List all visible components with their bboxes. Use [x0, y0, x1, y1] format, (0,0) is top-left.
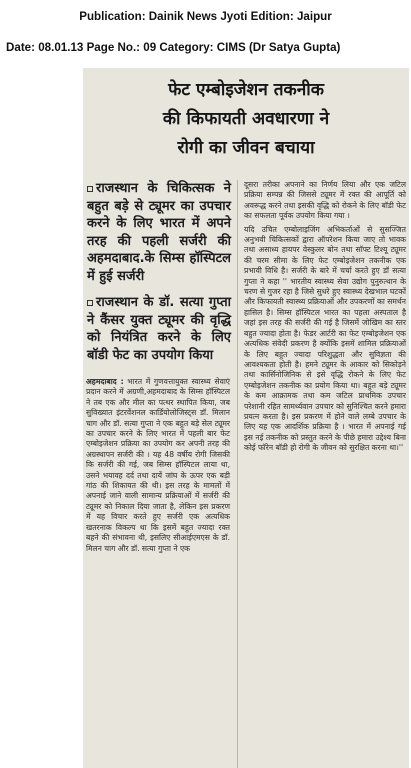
highlight-text: राजस्थान के चिकित्सक ने बहुत बड़े से ट्यूमर का उपचार करने के लिए भारत में अपने तरह की पहली सर्जरी की अहमदाबाद.के सिम्स हॉस्पिटल में हुई सर्जरी	[87, 181, 231, 284]
left-column	[83, 180, 233, 554]
bullet-square-icon	[87, 186, 93, 192]
right-body	[241, 180, 409, 454]
date: Date: 08.01.13	[6, 41, 84, 54]
headline-line: की किफायती अवधारणा ने	[162, 109, 330, 129]
dateline: अहमदाबाद :	[86, 377, 124, 386]
headline-line: रोगी का जीवन बचाया	[177, 138, 315, 158]
publication-edition: Publication: Dainik News Jyoti Edition: Jaipur	[79, 10, 332, 23]
newspaper-clipping	[83, 68, 409, 768]
paragraph: दूसरा तरीका अपनाने का निर्णय लिया और एक जटिल प्रक्रिया सम्पन्न की जिससे ट्यूमर में रक्त की आपूर्ति को अवरूद्ध करने तथा इसकी वृद्धि को रोकने के लिए बॉडी फेट का सफलता पूर्वक उपयोग किया गया ।	[244, 180, 406, 221]
headline-line: फेट एम्बोइजेशन तकनीक	[168, 80, 324, 100]
column-divider	[237, 180, 238, 768]
date-page-category	[6, 41, 408, 54]
paragraph: यदि उचित एम्बोलाइजिंग अभिकर्ताओं से सुसज्जित अनुभवी चिकित्सकों द्वारा ऑपरेशन किया जाए तो भावक तथा असाध्य हायपर वेस्कुलर बोन तथा सॉफ्ट टिश्यू ट्यूमर की चरम सीमा के लिए फेट एम्बोइजेशन तकनीक एक प्रभावी विधि है। सर्जरी के बारे में चर्चा करते हुए डॉ सत्या गुप्ता ने कहा '' भारतीय स्वास्थ्य सेवा उद्योग पुनुरुत्थान के चरण से गुजर रहा है जिसे सुधरे हुए स्वास्थ्य देखभाल घटकों और किफायती स्वास्थ्य प्रक्रियाओं और उपकरणों का समर्थन हासिल है। सिम्स हॉस्पिटल भारत का पहला अस्पताल है जहां इस तरह की सर्जरी की गई है जिसमें जोखिम का स्तर बहुत ज्यादा होता है। फेडर आर्टरी का फेट एम्बोइजेशन एक अत्यधिक संवेदी प्रकरण है क्योंकि इसमें शामिल प्रक्रियाओं के लिए बहुत ज्यादा परिशुद्धता और सुविज्ञता की आवश्यकता होती है। हमने ट्यूमर के आकार को सिकोड़ने तथा कार्सिनोजिनिक से इसे वृद्धि रोकने के लिए फेट एम्बोइजेशन तकनीक का प्रयोग किया था। बहुत बड़े ट्यूमर के कम आक्रामक तथा कम जटिल प्राथमिक उपचार परेशानी रहित सामर्थ्यवान उपचार को सुनिश्चित करने हमारा प्रयत्न करता है। इस प्रकरण में होने वाले लम्बे उपचार के लिए यह एक आदर्शिक प्रक्रिया है । भारत में अपनाई गई इस नई तकनीक को प्रस्तुत करने के पीछे हमारा उद्देश्य बिना कोई फॉरेन बॉडी हो रोगी के जीवन को सुरक्षित करना था।''	[244, 224, 406, 453]
page-number: Page No.: 09	[86, 41, 157, 54]
highlight-1	[83, 180, 233, 285]
highlight-text: राजस्थान के डॉ. सत्या गुप्ता ने कैंसर युक्त ट्यूमर की वृद्धि को नियंत्रित करने के लिए बॉडी फेट का उपयोग किया	[87, 295, 231, 363]
left-body-text: भारत में गुणवत्तायुक्त स्वास्थ्य सेवाएं प्रदान करने में अग्रणी,अहमदाबाद के सिम्स हॉस्पिटल ने तब एक और मील का पत्थर स्थापित किया, जब सुविख्यात इंटरवेंशनल कार्डियोलोजिस्ट्स डॉ. मिलान चाग और डॉ. सत्या गुप्ता ने एक बहुत बड़े सेल ट्यूमर का उपचार करने के लिए भारत में पहली बार फेट एम्बोइजेशन प्रक्रिया का उपयोग कर अपनी तरह की अग्रस्थापन सर्जरी की । यह 48 वर्षीय रोगी जिसकी कि सर्जरी की गई, जब सिम्स हॉस्पिटल लाया था, उसने भयावह दर्द तथा दायें जांघ के ऊपर एक बड़ी गांठ की शिकायत की थी। इस तरह के मामलों में अपनाई जाने वाली सामान्य प्रक्रियाओं में सर्जरी की ट्यूमर को निकाल दिया जाता है, लेकिन इस प्रकरण में यह विचार करते हुए सर्जरी एक अत्यधिक खतरनाक विकल्प था कि इसमें बहुत ज्यादा रक्त बहने की संभावना थी, इसलिए सीआईएमएस के डॉ. मिलन चाग और डॉ. सत्या गुप्ता ने एक	[86, 377, 230, 553]
article-headline	[83, 68, 409, 168]
bullet-square-icon	[87, 300, 93, 306]
category: Category: CIMS (Dr Satya Gupta)	[159, 41, 341, 54]
left-body	[83, 373, 233, 554]
right-column	[241, 180, 409, 457]
highlight-2	[83, 294, 233, 364]
